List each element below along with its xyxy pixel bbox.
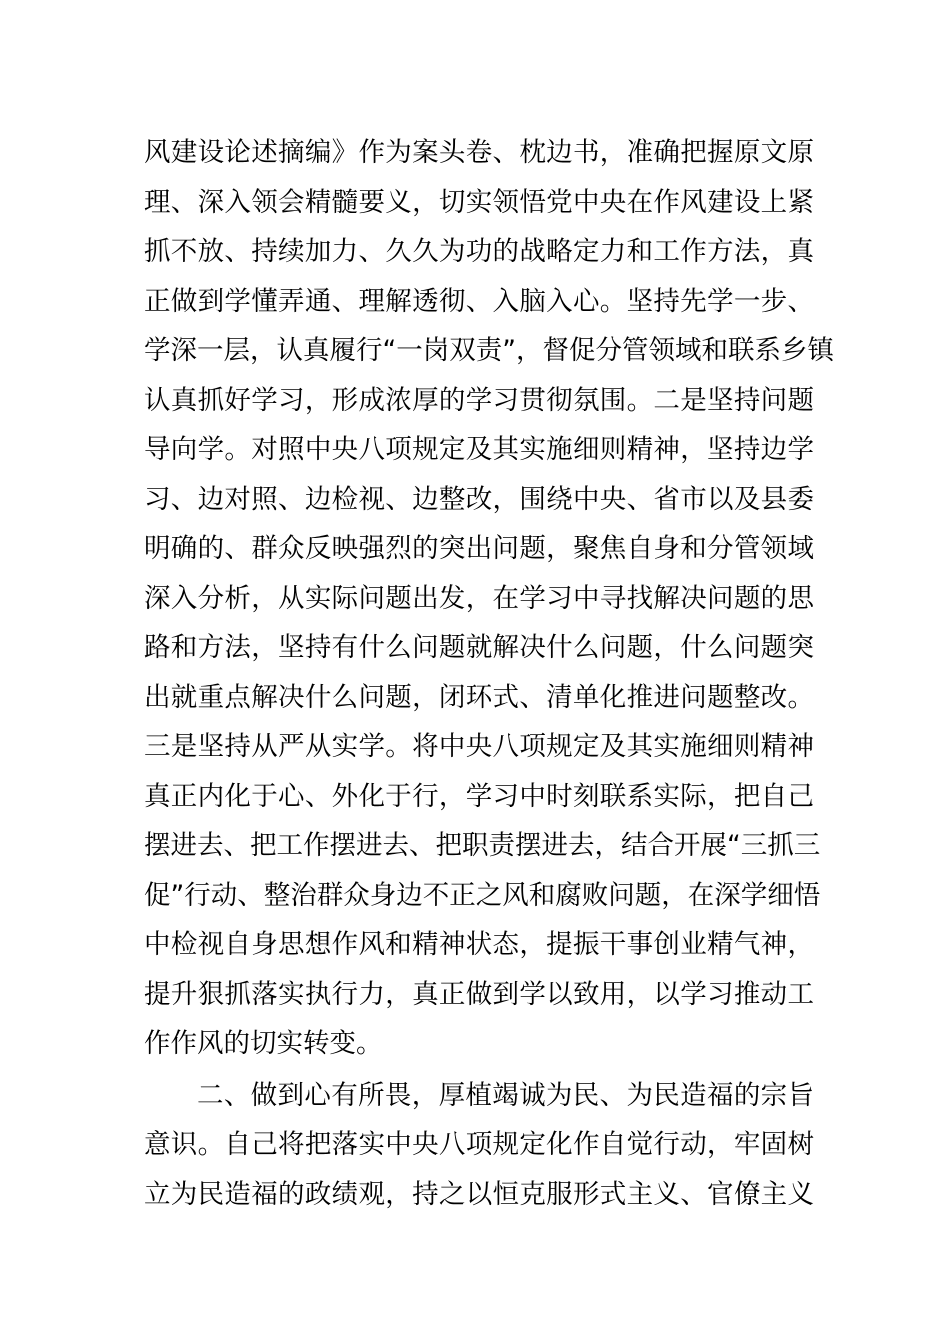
text-line: 明确的、群众反映强烈的突出问题，聚焦自身和分管领域	[144, 533, 814, 564]
text-line: 促”行动、整治群众身边不正之风和腐败问题，在深学细悟	[144, 879, 821, 911]
text-line: 立为民造福的政绩观，持之以恒克服形式主义、官僚主义	[144, 1178, 814, 1210]
text-line: 学深一层，认真履行“一岗双责”，督促分管领域和联系乡镇	[144, 335, 834, 366]
text-line: 深入分析，从实际问题出发，在学习中寻找解决问题的思	[144, 582, 814, 614]
text-line: 正做到学懂弄通、理解透彻、入脑入心。坚持先学一步、	[144, 285, 814, 317]
text-line: 风建设论述摘编》作为案头卷、枕边书，准确把握原文原	[144, 137, 814, 168]
text-line: 摆进去、把工作摆进去、把职责摆进去，结合开展“三抓三	[144, 830, 821, 861]
text-line: 提升狠抓落实执行力，真正做到学以致用，以学习推动工	[144, 978, 814, 1010]
text-line: 理、深入领会精髓要义，切实领悟党中央在作风建设上紧	[144, 186, 814, 218]
text-line: 真正内化于心、外化于行，学习中时刻联系实际，把自己	[144, 780, 814, 812]
body-text	[144, 128, 834, 1219]
text-line: 习、边对照、边检视、边整改，围绕中央、省市以及县委	[144, 483, 814, 515]
text-line: 出就重点解决什么问题，闭环式、清单化推进问题整改。	[144, 681, 814, 713]
text-line: 认真抓好学习，形成浓厚的学习贯彻氛围。二是坚持问题	[144, 384, 814, 416]
text-line: 三是坚持从严从实学。将中央八项规定及其实施细则精神	[144, 731, 814, 762]
text-line: 二、做到心有所畏，厚植竭诚为民、为民造福的宗旨	[197, 1079, 814, 1111]
text-line: 中检视自身思想作风和精神状态，提振干事创业精气神，	[144, 929, 814, 960]
text-line: 抓不放、持续加力、久久为功的战略定力和工作方法，真	[144, 236, 814, 267]
text-line: 路和方法，坚持有什么问题就解决什么问题，什么问题突	[144, 632, 814, 663]
text-line: 导向学。对照中央八项规定及其实施细则精神，坚持边学	[144, 434, 814, 465]
text-line: 意识。自己将把落实中央八项规定化作自觉行动，牢固树	[144, 1129, 814, 1160]
text-line: 作作风的切实转变。	[144, 1028, 383, 1059]
